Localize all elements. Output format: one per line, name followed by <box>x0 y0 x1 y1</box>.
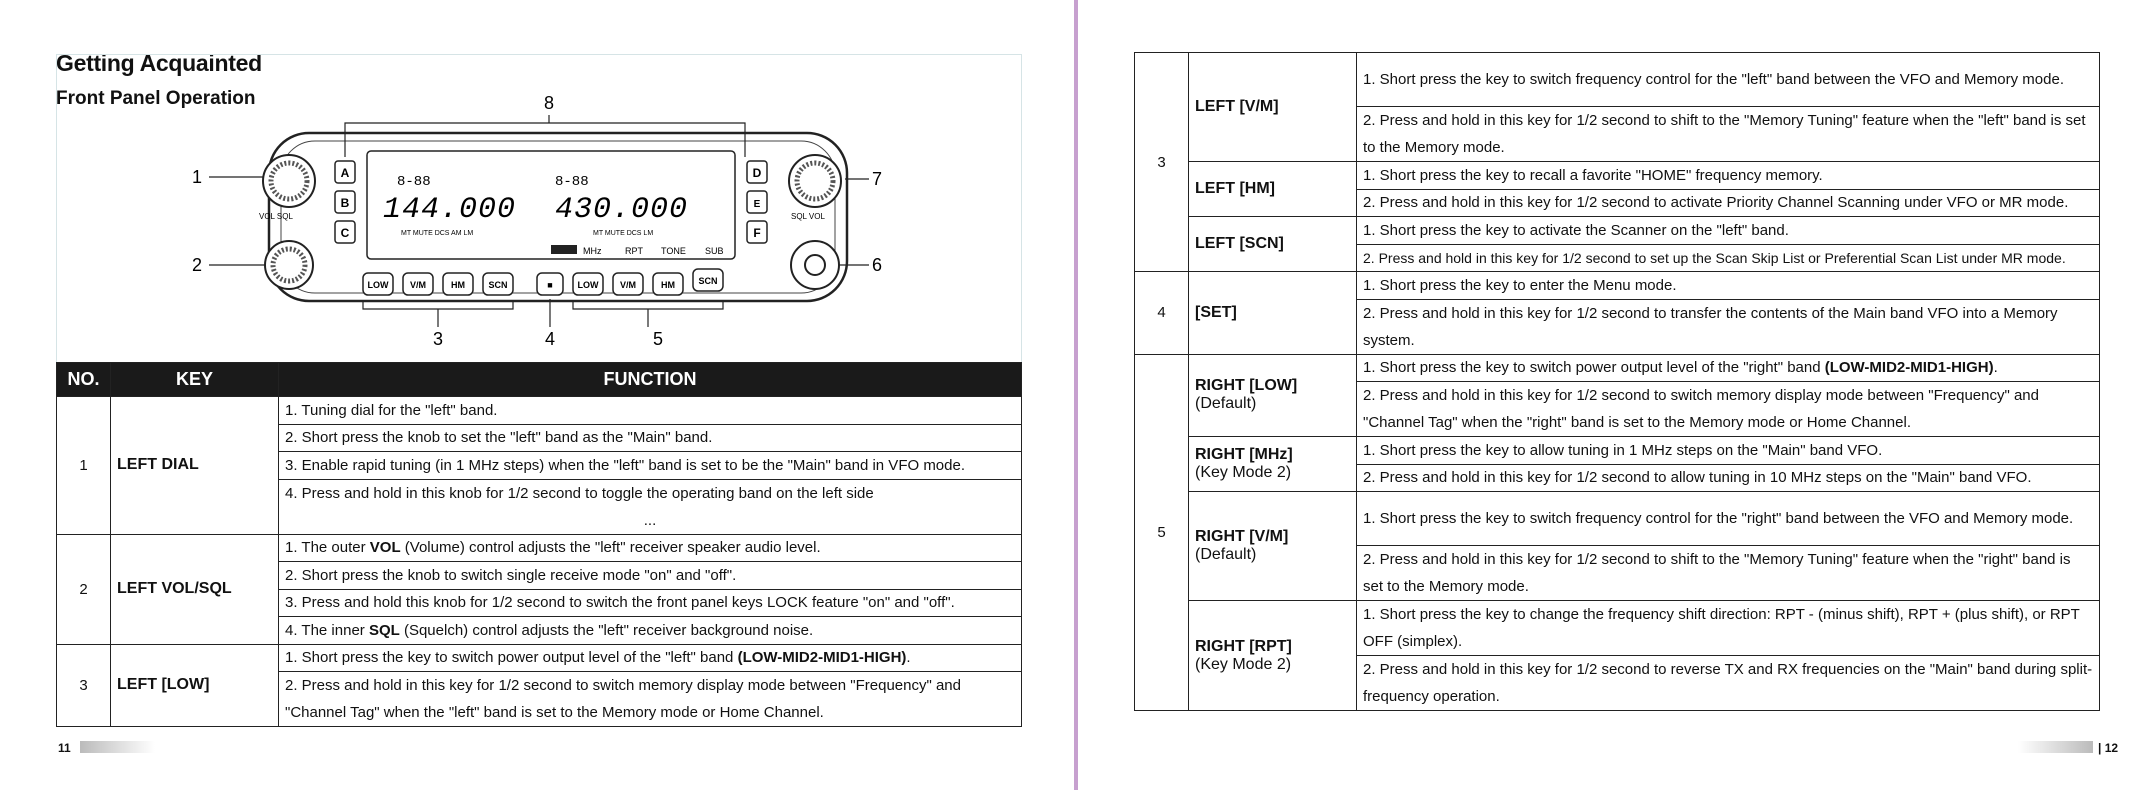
table-row <box>1135 162 2100 190</box>
svg-text:V/M: V/M <box>409 280 427 290</box>
svg-text:8-88: 8-88 <box>397 174 431 190</box>
button-c-label: C <box>340 226 350 240</box>
function-cell: 2. Press and hold in this key for 1/2 second to allow tuning in 10 MHz steps on the "Main" band VFO. <box>1357 464 2100 492</box>
section-subtitle: Front Panel Operation <box>56 88 256 109</box>
table-row <box>57 534 1022 562</box>
function-cell: 2. Short press the knob to switch single receive mode "on" and "off". <box>279 562 1022 590</box>
left-frequency: 144.000 <box>383 193 517 227</box>
svg-text:5: 5 <box>652 329 664 349</box>
bottom-key-row <box>363 269 723 295</box>
function-text: 4. Press and hold in this knob for 1/2 second to toggle the operating band on the left side <box>285 484 874 502</box>
function-cell: 2. Press and hold in this key for 1/2 second to reverse TX and RX frequencies on the "Main" band during split-frequency operation. <box>1357 656 2100 711</box>
table-row <box>57 397 1022 425</box>
rpt-indicator: RPT <box>625 246 643 256</box>
function-cell <box>279 479 1022 534</box>
table-row <box>1135 437 2100 465</box>
button-e-label: E <box>753 199 761 210</box>
function-cell: 2. Press and hold in this key for 1/2 second to transfer the contents of the Main band VFO into a Memory system. <box>1357 299 2100 354</box>
sub-indicator: SUB <box>705 246 724 256</box>
row-key: LEFT [HM] <box>1189 162 1357 217</box>
svg-text:1: 1 <box>191 167 203 187</box>
function-cell: 1. Short press the key to enter the Menu mode. <box>1357 272 2100 300</box>
right-frequency: 430.000 <box>555 193 689 227</box>
page-number-bar <box>2018 741 2093 753</box>
svg-text:■: ■ <box>547 280 553 290</box>
function-cell: 1. Short press the key to allow tuning in 1 MHz steps on the "Main" band VFO. <box>1357 437 2100 465</box>
function-cell: 1. Short press the key to switch power output level of the "right" band (LOW-MID2-MID1-HIGH). <box>1357 354 2100 382</box>
row-number: 1 <box>57 397 111 535</box>
table-row <box>1135 601 2100 656</box>
right-vol-knob <box>791 241 839 289</box>
radio-front-panel-drawing <box>57 55 1021 363</box>
button-b-label: B <box>340 196 350 210</box>
row-number: 3 <box>1135 53 1189 272</box>
table-row <box>1135 492 2100 546</box>
function-cell: 1. Short press the key to change the frequency shift direction: RPT - (minus shift), RPT + (plus shift), or RPT OFF (simplex). <box>1357 601 2100 656</box>
row-key: RIGHT [LOW] (Default) <box>1189 354 1357 437</box>
function-cell: 2. Press and hold in this key for 1/2 second to switch memory display mode between "Frequency" and "Channel Tag" when the "right" band is set to the Memory mode or Home Channel. <box>1357 382 2100 437</box>
row-number: 3 <box>57 644 111 727</box>
svg-text:SCN: SCN <box>488 280 508 290</box>
row-key: RIGHT [V/M] (Default) <box>1189 492 1357 601</box>
svg-text:4: 4 <box>544 329 556 349</box>
ellipsis: ... <box>643 511 657 529</box>
function-cell: 1. Short press the key to activate the Scanner on the "left" band. <box>1357 217 2100 245</box>
radio-figure <box>56 54 1022 364</box>
svg-text:6: 6 <box>871 255 883 275</box>
function-cell: 1. Short press the key to switch frequency control for the "left" band between the VFO and Memory mode. <box>1357 53 2100 107</box>
function-cell: 2. Press and hold in this key for 1/2 second to set up the Scan Skip List or Preferential Scan List under MR mode. <box>1357 244 2100 272</box>
table-row <box>1135 217 2100 245</box>
header-no: NO. <box>57 363 111 397</box>
table-header-row <box>57 363 1022 397</box>
function-cell: 3. Enable rapid tuning (in 1 MHz steps) when the "left" band is set to be the "Main" band in VFO mode. <box>279 452 1022 480</box>
header-function: FUNCTION <box>279 363 1022 397</box>
function-cell: 1. Tuning dial for the "left" band. <box>279 397 1022 425</box>
function-cell: 1. Short press the key to recall a favorite "HOME" frequency memory. <box>1357 162 2100 190</box>
svg-text:V/M: V/M <box>619 280 637 290</box>
svg-text:7: 7 <box>871 169 883 189</box>
left-function-table <box>56 362 1022 727</box>
svg-text:LOW: LOW <box>577 280 599 290</box>
table-row <box>1135 354 2100 382</box>
row-number: 2 <box>57 534 111 644</box>
right-page <box>1078 0 2154 790</box>
button-f-label: F <box>753 226 761 240</box>
function-cell: 1. The outer VOL (Volume) control adjusts the "left" receiver speaker audio level. <box>279 534 1022 562</box>
page-number: 11 <box>58 741 71 755</box>
left-page <box>0 0 1074 790</box>
svg-text:HM: HM <box>661 280 675 290</box>
row-key: LEFT VOL/SQL <box>111 534 279 644</box>
left-knob-label: VOL SQL <box>259 212 293 221</box>
function-cell: 2. Press and hold in this key for 1/2 second to activate Priority Channel Scanning under VFO or MR mode. <box>1357 189 2100 217</box>
row-key: LEFT [V/M] <box>1189 53 1357 162</box>
row-key: [SET] <box>1189 272 1357 355</box>
page-number: | 12 <box>2098 741 2119 755</box>
function-cell: 1. Short press the key to switch frequency control for the "right" band between the VFO and Memory mode. <box>1357 492 2100 546</box>
table-row <box>1135 272 2100 300</box>
tone-indicator: TONE <box>661 246 686 256</box>
svg-text:2: 2 <box>191 255 203 275</box>
table-row <box>1135 53 2100 107</box>
function-cell: 2. Short press the knob to set the "left" band as the "Main" band. <box>279 424 1022 452</box>
right-knob-label: SQL VOL <box>791 212 825 221</box>
row-number: 5 <box>1135 354 1189 711</box>
function-cell: 1. Short press the key to switch power output level of the "left" band (LOW-MID2-MID1-HIGH). <box>279 644 1022 672</box>
function-cell: 2. Press and hold in this key for 1/2 second to shift to the "Memory Tuning" feature when the "left" band is set to the Memory mode. <box>1357 107 2100 162</box>
mhz-indicator: MHz <box>583 246 602 256</box>
svg-text:LOW: LOW <box>367 280 389 290</box>
table-row <box>57 644 1022 672</box>
svg-text:SCN: SCN <box>698 276 718 286</box>
row-key: RIGHT [MHz] (Key Mode 2) <box>1189 437 1357 492</box>
svg-text:HM: HM <box>451 280 465 290</box>
row-key: LEFT DIAL <box>111 397 279 535</box>
row-number: 4 <box>1135 272 1189 355</box>
button-a-label: A <box>340 166 350 180</box>
right-indicators: MT MUTE DCS LM <box>593 230 654 237</box>
row-key: RIGHT [RPT] (Key Mode 2) <box>1189 601 1357 711</box>
right-function-table <box>1134 52 2100 711</box>
function-cell: 3. Press and hold this knob for 1/2 second to switch the front panel keys LOCK feature "on" and "off". <box>279 589 1022 617</box>
function-cell: 2. Press and hold in this key for 1/2 second to shift to the "Memory Tuning" feature when the "right" band is set to the Memory mode. <box>1357 546 2100 601</box>
header-key: KEY <box>111 363 279 397</box>
svg-text:8: 8 <box>543 93 555 113</box>
left-indicators: MT MUTE DCS AM LM <box>401 230 474 237</box>
button-d-label: D <box>752 166 762 180</box>
page-number-bar <box>80 741 155 753</box>
right-side-buttons <box>747 161 767 243</box>
svg-text:3: 3 <box>432 329 444 349</box>
row-key: LEFT [LOW] <box>111 644 279 727</box>
function-cell: 4. The inner SQL (Squelch) control adjusts the "left" receiver background noise. <box>279 617 1022 645</box>
svg-text:8-88: 8-88 <box>555 174 589 190</box>
left-side-buttons <box>335 161 355 243</box>
row-key: LEFT [SCN] <box>1189 217 1357 272</box>
page-title: Getting Acquainted <box>56 50 262 76</box>
function-cell: 2. Press and hold in this key for 1/2 second to switch memory display mode between "Frequency" and "Channel Tag" when the "left" band is set to the Memory mode or Home Channel. <box>279 672 1022 727</box>
